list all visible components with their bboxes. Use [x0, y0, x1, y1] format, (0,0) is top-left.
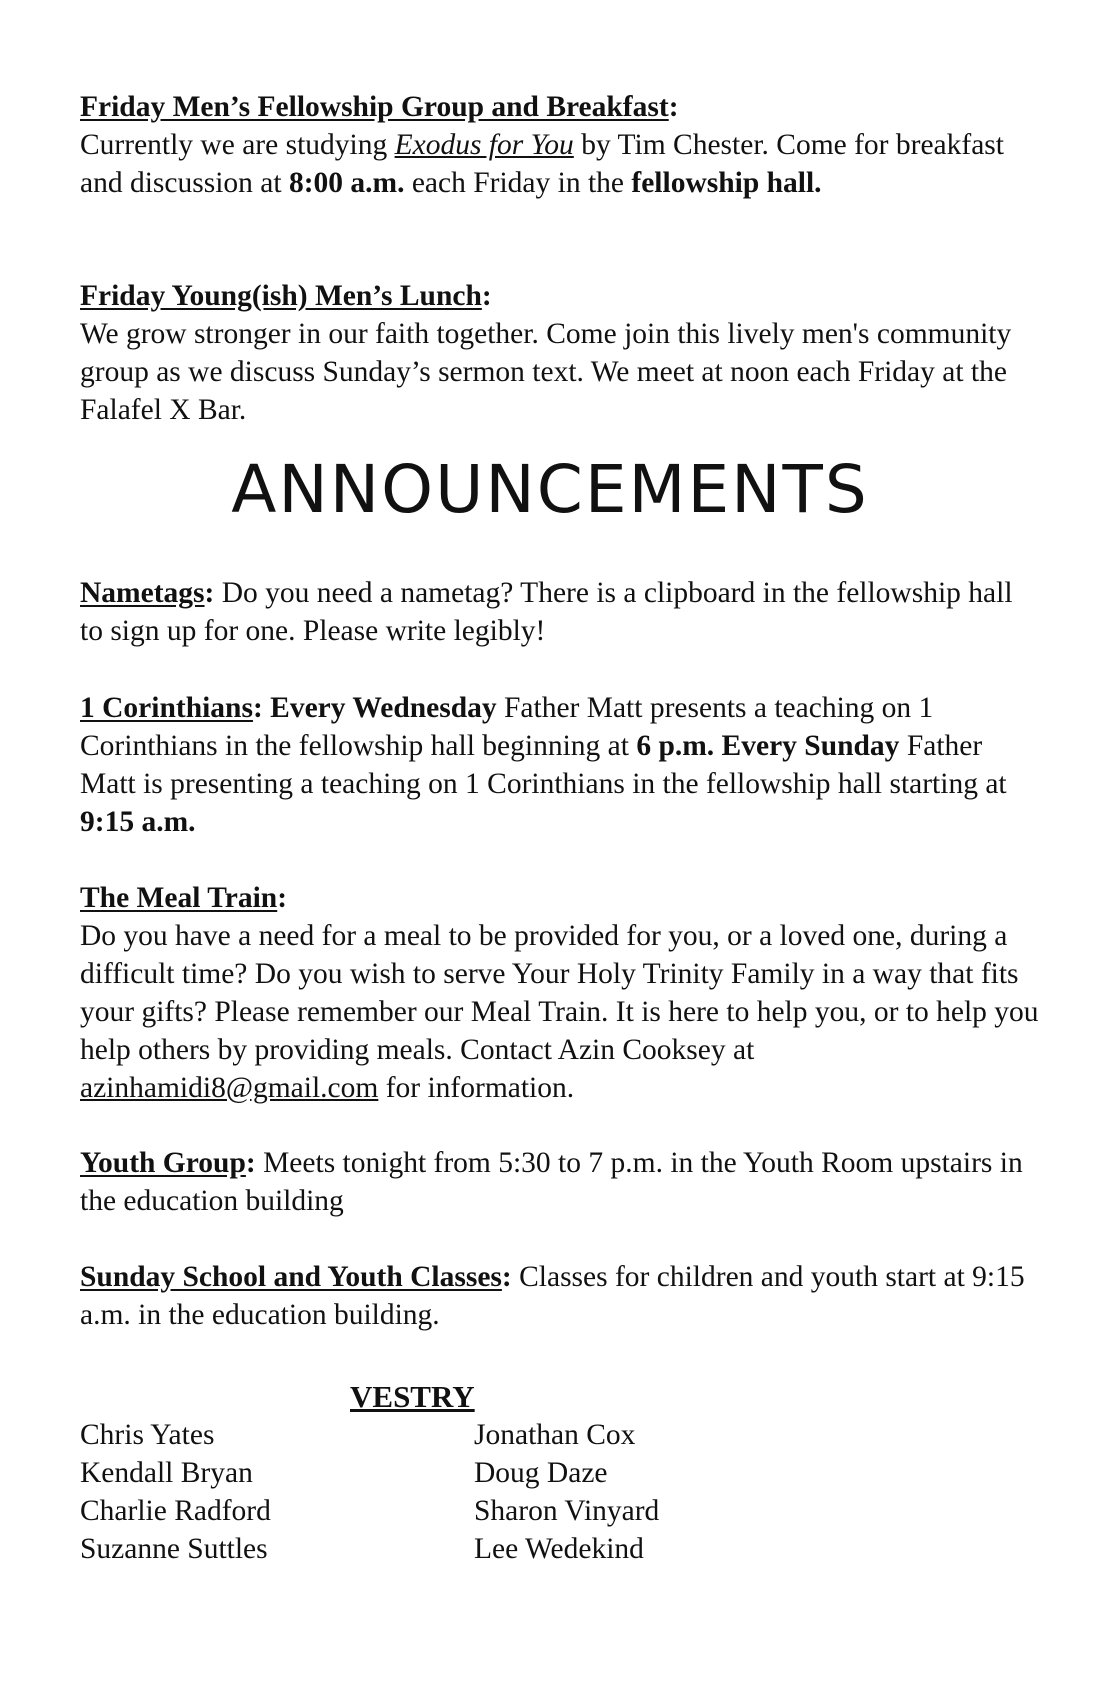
vestry-member: Lee Wedekind	[474, 1533, 644, 1565]
heading-colon: :	[481, 280, 492, 312]
vestry-member: Jonathan Cox	[474, 1419, 636, 1451]
vestry-member: Suzanne Suttles	[80, 1533, 268, 1565]
corinthians-bold: 6 p.m. Every Sunday	[636, 730, 900, 762]
meal-train-text: for information.	[378, 1072, 575, 1104]
nametags-heading: Nametags	[80, 577, 205, 609]
youngish-lunch-section	[80, 277, 1040, 429]
corinthians-section	[80, 689, 1040, 841]
vestry-member: Kendall Bryan	[80, 1457, 253, 1489]
book-title: Exodus for You	[394, 129, 574, 161]
vestry-right-column	[474, 1416, 659, 1568]
corinthians-bold: 9:15 a.m.	[80, 806, 196, 838]
meal-train-section	[80, 879, 1040, 1107]
youth-group-text: Meets tonight from 5:30 to 7 p.m. in the Youth Room upstairs in the education building	[80, 1147, 1023, 1217]
vestry-member: Doug Daze	[474, 1457, 608, 1489]
mens-fellowship-text: Currently we are studying	[80, 129, 395, 161]
corinthians-heading: 1 Corinthians	[80, 692, 253, 724]
corinthians-text: Father Matt is presenting a teaching on 1 Corinthians in the fellowship hall starting at	[80, 730, 1007, 800]
nametags-section	[80, 574, 1040, 650]
mens-fellowship-text: each Friday in the	[404, 167, 632, 199]
heading-colon: :	[277, 882, 288, 914]
sunday-school-section	[80, 1258, 1040, 1334]
vestry-member: Sharon Vinyard	[474, 1495, 660, 1527]
corinthians-text: Father Matt presents a teaching on 1 Corinthians in the fellowship hall beginning at	[80, 692, 934, 762]
mens-fellowship-heading: Friday Men’s Fellowship Group and Breakfast	[80, 91, 669, 123]
meal-train-text: Do you have a need for a meal to be provided for you, or a loved one, during a difficult time? Do you wish to serve Your Holy Trinity Family in a way that fits your gifts? Please remember our Meal Train. It is here to help you, or to help you help others by providing meals. Contact Azin Cooksey at	[80, 920, 1039, 1066]
mens-fellowship-text: by Tim Chester. Come for breakfast and discussion at	[80, 129, 1004, 199]
heading-colon: :	[668, 91, 679, 123]
breakfast-place: fellowship hall.	[631, 167, 822, 199]
announcements-title: ANNOUNCEMENTS	[231, 451, 869, 528]
contact-email-link[interactable]: azinhamidi8@gmail.com	[80, 1072, 379, 1104]
vestry-member: Chris Yates	[80, 1419, 215, 1451]
vestry-left-column	[80, 1416, 271, 1568]
heading-colon: :	[252, 692, 263, 724]
youngish-lunch-heading: Friday Young(ish) Men’s Lunch	[80, 280, 482, 312]
vestry-member: Charlie Radford	[80, 1495, 271, 1527]
youngish-lunch-text: We grow stronger in our faith together. Come join this lively men's community group as we discuss Sunday’s sermon text. We meet at noon each Friday at the Falafel X Bar.	[80, 318, 1012, 426]
meal-train-heading: The Meal Train	[80, 882, 278, 914]
sunday-school-text: Classes for children and youth start at 9:15 a.m. in the education building.	[80, 1261, 1025, 1331]
youth-group-heading: Youth Group	[80, 1147, 246, 1179]
corinthians-bold: Every Wednesday	[262, 692, 497, 724]
vestry-title: VESTRY	[350, 1379, 475, 1414]
nametags-text: Do you need a nametag? There is a clipboard in the fellowship hall to sign up for one. Please write legibly!	[80, 577, 1013, 647]
heading-colon: :	[501, 1261, 512, 1293]
heading-colon: :	[204, 577, 215, 609]
youth-group-section	[80, 1144, 1040, 1220]
heading-colon: :	[245, 1147, 256, 1179]
sunday-school-heading: Sunday School and Youth Classes	[80, 1261, 502, 1293]
mens-fellowship-section	[80, 88, 1040, 202]
breakfast-time: 8:00 a.m.	[288, 167, 405, 199]
